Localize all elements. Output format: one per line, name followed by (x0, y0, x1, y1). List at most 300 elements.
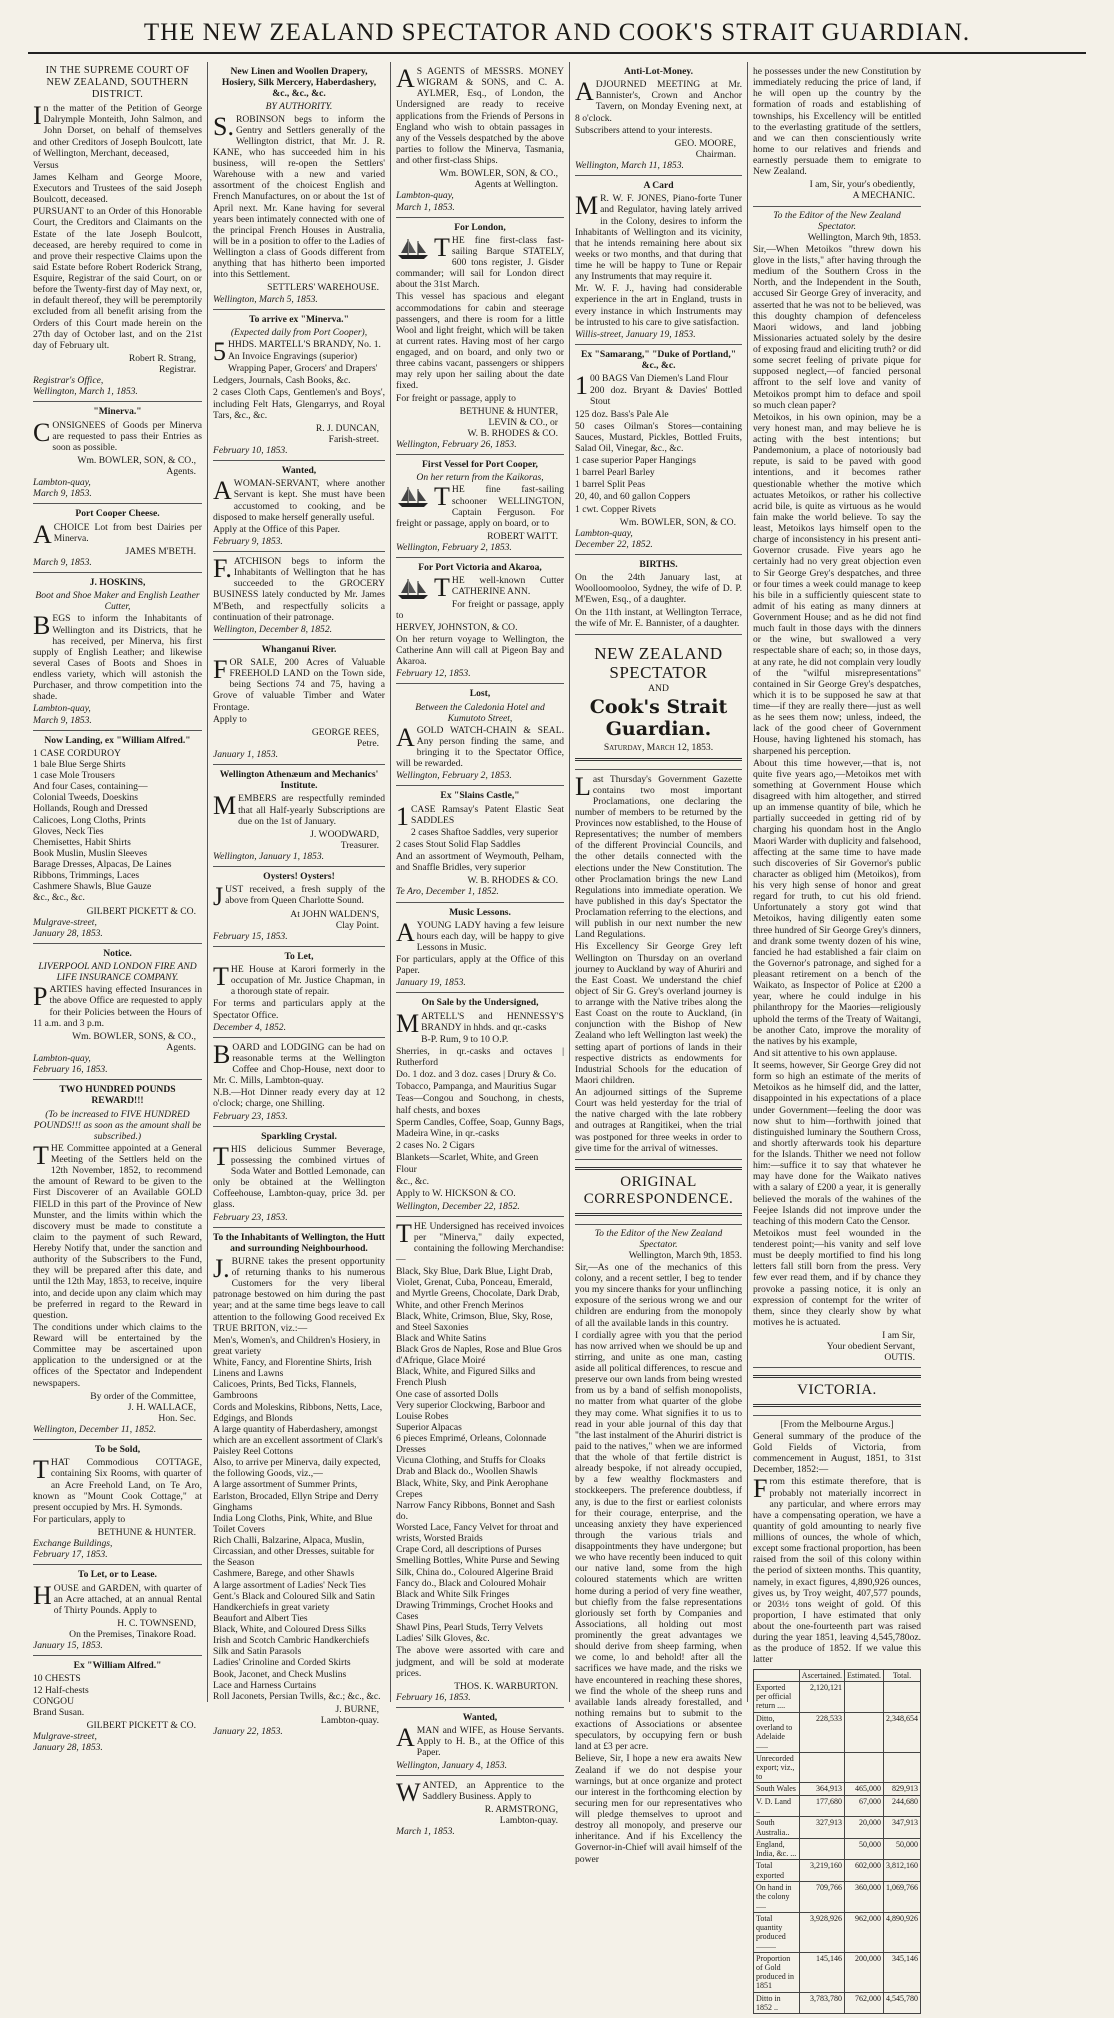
list-line: Beaufort and Albert Ties (213, 1612, 308, 1624)
advertisement (396, 684, 564, 786)
advertisement (396, 558, 564, 684)
ad-heading: Ex "Samarang," "Duke of Portland," &c., &c. (580, 348, 737, 371)
signature-line: GILBERT PICKETT & CO. (86, 905, 196, 917)
dateline: Wellington, March 1, 1853. (33, 386, 138, 398)
table-cell (884, 1752, 921, 1783)
signature-line: On the Premises, Tinakore Road. (69, 1629, 196, 1641)
table-header: Ascertained. (799, 1669, 844, 1681)
paragraph: &c., &c. (396, 1176, 430, 1188)
paragraph: On the 24th January last, at Woolloomooloo, Sydney, the wife of D. P. M'Ewen, Esq., of a daughter. (575, 572, 742, 606)
list-line: A large assortment of Ladies' Neck Ties (213, 1579, 366, 1591)
letter-addressee: To the Editor of the New Zealand Spectator. (594, 1227, 723, 1250)
nameplate-and: AND (648, 683, 669, 695)
letter-block (575, 1225, 742, 1870)
advertisement (575, 555, 742, 635)
advertisement (575, 635, 742, 770)
ad-heading: IN THE SUPREME COURT OF NEW ZEALAND, SOUTHERN DISTRICT. (45, 65, 190, 101)
table-cell: 145,146 (799, 1952, 844, 1992)
table-row (754, 1817, 921, 1839)
list-line: Superior Alpacas (396, 1421, 462, 1433)
list-line: CONGOU (33, 1695, 75, 1707)
paragraph: On her return voyage to Wellington, the Catherine Ann will call at Pigeon Bay and Akaroa. (396, 633, 564, 668)
dateline: Registrar's Office, (33, 375, 104, 387)
newspaper-columns (28, 62, 1090, 2013)
signature-line: GEO. MOORE, (674, 137, 736, 149)
list-line: 12 Half-chests (33, 1684, 89, 1696)
paragraph: Metoikos must feel wounded in the tenderest point;—his vanity and self love must be deeply mortified to find his long letters fall still born from the press. Very few ever read them, and if by chance they provoke a passing notice, it is only an expression of contempt for the writer of them, since they clearly show by what motives he is actuated. (753, 1227, 921, 1328)
table-cell: 345,146 (884, 1952, 921, 1992)
paragraph: For terms and particulars apply at the Spectator Office. (213, 998, 385, 1021)
signature-line: Hon. Sec. (158, 1412, 196, 1424)
advertisement (33, 1080, 202, 1440)
advertisement (575, 62, 742, 176)
advertisement (396, 218, 564, 456)
list-line: Calicoes, Long Cloths, Prints (33, 814, 146, 826)
signature-line: I am Sir, (882, 1330, 915, 1341)
signature-line: Lambton-quay. (320, 1715, 379, 1726)
dateline: Wellington, December 22, 1852. (396, 1200, 520, 1212)
table-row (754, 1783, 921, 1795)
table-cell (845, 1681, 884, 1712)
signature-line: OUTIS. (884, 1352, 915, 1364)
advertisement (213, 1038, 385, 1127)
masthead (0, 0, 1114, 58)
issue-date: Saturday, March 12, 1853. (603, 742, 714, 754)
paragraph: AYOUNG LADY having a few leisure hours each day, will be happy to give Lessons in Music. (396, 917, 564, 953)
paragraph: For freight or passage, apply to (396, 598, 564, 621)
signature-line: Agents. (166, 466, 196, 478)
paragraph: An adjourned sittings of the Supreme Court was held yesterday for the trial of the native charged with the late robbery and outrages at Rangitikei, when the trial was postponed for three weeks in order to give time for the arrival of witnesses. (575, 1087, 742, 1154)
dateline: Mulgrave-street, (33, 916, 97, 928)
item-list (213, 1335, 385, 1702)
nameplate-subtitle: Cook's Strait Guardian. (589, 696, 728, 741)
ad-heading: New Linen and Woollen Drapery, Hosiery, Silk Mercery, Haberdashery, &c., &c., &c. (221, 66, 377, 100)
paragraph: Sir,—As one of the mechanics of this colony, and a recent settler, I beg to tender you my sincere thanks for your unflinching exposure of the serious wrong we and our children are enduring from the monopoly of all the available lands in this country. (575, 1261, 742, 1329)
paragraph: The conditions under which claims to the Reward will be entertained by the Committee may be ascertained upon application to the undersigned or at the offices of the Spectator and Independent newspapers. (33, 1321, 202, 1389)
signature-line: Wm. BOWLER, SON, & CO., (77, 454, 196, 466)
paragraph: And an assortment of Weymouth, Pelham, and Snaffle Bridles, very superior (396, 851, 564, 874)
paragraph: THAT Commodious COTTAGE, containing Six Rooms, with quarter of an Acre Freehold Land, on Te Aro, known as "Mount Cook Cottage," at present occupied by Mrs. H. Symonds. (33, 1455, 202, 1513)
signature-line: R. ARMSTRONG, (484, 1803, 558, 1815)
signature-line: GEORGE REES, (311, 726, 379, 738)
paragraph: ACHOICE Lot from best Dairies per Minerva. (33, 519, 202, 549)
ship-icon (396, 485, 430, 509)
table-cell (799, 1752, 844, 1783)
letter-block (753, 207, 921, 1369)
table-cell: 347,913 (884, 1817, 921, 1839)
dateline: February 16, 1853. (396, 1691, 471, 1703)
list-line: Smelling Bottles, White Purse and Sewing Silk, China do., Coloured Algerine Braid (396, 1555, 560, 1578)
ad-heading: A Card (643, 180, 674, 192)
list-line: Ladies' Crinoline and Corded Skirts (213, 1657, 351, 1669)
table-cell: 20,000 (845, 1817, 884, 1839)
paragraph: Apply at the Office of this Paper. (213, 523, 340, 535)
advertisement (213, 765, 385, 867)
table-cell: Exported per official return .... (754, 1681, 800, 1712)
signature-line: W. B. RHODES & CO. (467, 427, 558, 439)
signature-line: H. C. TOWNSEND, (117, 1617, 196, 1629)
ad-heading: Wanted, (462, 1712, 498, 1723)
paragraph: For particulars, apply at the Office of this Paper. (396, 954, 564, 977)
advertisement (213, 867, 385, 947)
section-heading: VICTORIA. (797, 1382, 877, 1399)
advertisement (396, 1217, 564, 1708)
table-row (754, 1681, 921, 1712)
ad-heading: Anti-Lot-Money. (623, 66, 693, 77)
advertisement (33, 944, 202, 1080)
dateline: Te Aro, December 1, 1852. (396, 886, 499, 898)
item-list (396, 1266, 564, 1644)
ad-subheading: On her return from the Kaikoras, (416, 472, 544, 484)
dateline: Wellington, February 2, 1853. (396, 770, 512, 782)
signature-line: A MECHANIC. (852, 190, 915, 202)
paragraph: 1 barrel Pearl Barley (575, 467, 655, 479)
dateline: March 1, 1853. (396, 201, 455, 213)
dateline: February 16, 1853. (33, 1064, 108, 1076)
paragraph: AGOLD WATCH-CHAIN & SEAL. Any person finding the same, and bringing it to the Spectator Office, will be rewarded. (396, 722, 564, 770)
list-line: A large assortment of Summer Prints, Earlston, Brocaded, Ellyn Stripe and Derry Ginghams (213, 1479, 379, 1513)
table-cell: 3,812,160 (884, 1860, 921, 1882)
signature-line: Agents at Wellington. (474, 179, 558, 191)
ad-subheading: (Expected daily from Port Cooper), (230, 326, 368, 338)
list-line: Crape Cord, all descriptions of Purses (396, 1544, 542, 1556)
table-cell: Ditto, overland to Adelaide ...... (754, 1712, 800, 1752)
ad-heading: First Vessel for Port Cooper, (422, 459, 538, 471)
ad-heading: Wanted, (281, 465, 317, 477)
dateline: March 1, 1853. (396, 1826, 455, 1838)
dateline: Willis-street, January 19, 1853. (575, 328, 696, 340)
table-cell: 2,120,121 (799, 1681, 844, 1712)
dateline: February 12, 1853. (396, 668, 471, 680)
ad-subheading: (To be increased to FIVE HUNDRED POUNDS!!! as soon as the amount shall be subscribed.) (33, 1108, 202, 1142)
paragraph: Sperm Candles, Coffee, Soap, Gunny Bags, Madeira Wine, in qr.-casks (396, 1116, 564, 1139)
advertisement (213, 461, 385, 552)
list-line: 1 case Mole Trousers (33, 770, 115, 782)
signature-line: Wm. BOWLER, SON, & CO., (439, 168, 558, 180)
ad-heading: For Port Victoria and Akaroa, (418, 562, 542, 574)
dateline: February 17, 1853. (33, 1549, 108, 1561)
table-cell: On hand in the colony ..... (754, 1881, 800, 1912)
signature-line: THOS. K. WARBURTON. (454, 1680, 558, 1692)
signature-line: J. H. WALLACE, (127, 1401, 196, 1413)
paragraph: MARTELL'S and HENNESSY'S BRANDY in hhds. and qr.-casks (396, 1008, 564, 1038)
table-row (754, 1752, 921, 1783)
paragraph: Wrapping Paper, Grocers' and Drapers' (228, 363, 378, 375)
signature-line: Registrar. (158, 364, 196, 376)
list-line: Hollands, Rough and Dressed (33, 803, 148, 815)
paragraph: Metoikos, in his own opinion, may be a very honest man, and may believe he is acting with the best intentions; but Pandemonium, a place of notoriously bad repute, is said to be paved with good intentions, and it becomes rather questionable whether the motive which actuates Metoikos, or rather his collective acrid bile, is quite as virtuous as he would fain make the world believe. To say the least, Metoikos lays himself open to the charge of inconsistency in his present anti-Governor crusade. Five years ago he certainly had no very great objection even to Sir George Grey's despatches, and three or four times a week could manage to keep his bile in a sufficiently quiescent state to admit of his eating as many dinners at Government House; and as he did not find much fault in those days with the dinners or the wine, but swallowed a very respectable share of each; so, in those days, at any rate, he did not complain very loudly of the "wilful misrepresentations" contained in Sir George Grey's despatches, which it is to be supposed he saw at that time—if they are really there—just as well as he sees them now; unless, indeed, the lack of the good cheer of Government House, having lightened his stomach, has sharpened his perception. (753, 411, 921, 757)
paragraph: 2 cases No. 2 Cigars (396, 1139, 475, 1151)
paragraph: HOUSE and GARDEN, with quarter of an Acre attached, at an annual Rental of Thirty Pounds. Apply to (33, 1580, 202, 1616)
advertisement (213, 62, 385, 310)
table-row (754, 1712, 921, 1752)
dateline: Wellington, December 8, 1852. (213, 623, 333, 635)
advertisement (396, 1776, 564, 1842)
table-cell: 327,913 (799, 1817, 844, 1839)
table-cell: 67,000 (845, 1795, 884, 1817)
table-cell: 602,000 (845, 1860, 884, 1882)
dateline: Wellington, January 4, 1853. (396, 1759, 508, 1771)
paragraph: Last Thursday's Government Gazette contains two most important Proclamations, one declaring the number of members to be returned by the Provinces now established, to the House of Representatives; the number of members of the different Provincial Councils, and the other details connected with the elections under the New Constitution. The other Proclamation brings the new Land Regulations into immediate operation. We have published in this day's Spectator the Proclamation referring to the elections, and will publish in our next number the new Land Regulations. (575, 771, 742, 941)
dateline: Lambton-quay, (396, 190, 454, 202)
table-cell: 228,533 (799, 1712, 844, 1752)
paragraph: N.B.—Hot Dinner ready every day at 12 o'clock; charge, one Shilling. (213, 1087, 385, 1110)
signature-line: R. J. DUNCAN, (315, 422, 379, 434)
paragraph: Mr. W. F. J., having had considerable experience in the art in England, trusts in every instance in which Instruments may be intrusted to his care to give satisfaction. (575, 283, 742, 328)
paragraph: THE well-known Cutter CATHERINE ANN. (434, 573, 564, 603)
table-cell: 3,783,780 (799, 1992, 844, 2014)
signature-line: Chairman. (695, 148, 736, 160)
dateline: March 9, 1853. (33, 714, 92, 726)
dateline: February 15, 1853. (213, 930, 288, 942)
newspaper-title: THE NEW ZEALAND SPECTATOR AND COOK'S STRAIT GUARDIAN. (143, 19, 971, 46)
table-cell: Unrecorded export; viz., to (754, 1752, 800, 1783)
dateline: January 28, 1853. (33, 927, 103, 939)
paragraph: From this estimate therefore, that is probably not materially incorrect in any particular, and where errors may have a compensating operation, we have a quantity of gold amounting to nearly five millions of ounces, the whole of which, except some fractional proportion, has been raised from the soil of this colony within the period of sixteen months. This quantity, namely, in exact figures, 4,890,926 ounces, gives us, by Troy weight, 407,577 pounds, or 203½ tons weight of gold. Of this proportion, I have estimated that only about the one-fourteenth part was raised during the year 1851, leaving 4,545,780oz. as the produce of 1852. If we value this latter (753, 1474, 921, 1666)
advertisement (33, 402, 202, 504)
table-cell: 2,348,654 (884, 1712, 921, 1752)
paragraph: Tobacco, Pampanga, and Mauritius Sugar (396, 1081, 557, 1093)
paragraph: B-P. Rum, 9 to 10 O.P. (421, 1033, 509, 1045)
ad-heading: Port Cooper Cheese. (75, 508, 160, 520)
table-row (754, 1992, 921, 2014)
dateline: February 23, 1853. (213, 1110, 288, 1122)
signature-line: GILBERT PICKETT & CO. (86, 1719, 196, 1731)
table-cell: 200,000 (845, 1952, 884, 1992)
paragraph: His Excellency Sir George Grey left Wellington on Thursday on an overland journey to Auckland by way of Ahuriri and the East Coast. We understand the chief object of Sir G. Grey's overland journey is to arrange with the Native tribes along the East Coast on the route to Auckland, (in conjunction with the Bishop of New Zealand who left Wellington last week) the setting apart of portions of lands in their respective districts as endowments for Industrial Schools for the education of Maori children. (575, 941, 742, 1086)
column-2 (208, 62, 391, 1738)
advertisement (213, 1127, 385, 1228)
ad-heading: To Let, (284, 950, 314, 962)
list-line: Cashmere, Barege, and other Shawls (213, 1568, 355, 1580)
table-cell: Proportion of Gold produced in 1851 (754, 1952, 800, 1992)
paragraph: JUST received, a fresh supply of the above from Queen Charlotte Sound. (213, 882, 385, 912)
paragraph: CONSIGNEES of Goods per Minerva are requested to pass their Entries as soon as possible. (33, 417, 202, 453)
paragraph: THE Undersigned has received invoices per "Minerva," daily expected, containing the following Merchandise:— (396, 1218, 564, 1265)
paragraph: MR. W. F. JONES, Piano-forte Tuner and Regulator, having lately arrived in the Colony, desires to inform the Inhabitants of Wellington and its vicinity, that he intends remaining here about six weeks or two months, and that during that time he will be happy to Tune or Repair any Instruments that may require it. (575, 191, 742, 283)
paragraph: An Invoice Engravings (superior) (228, 351, 358, 362)
advertisement (213, 1228, 385, 1742)
list-line: Calicoes, Prints, Bed Ticks, Flannels, Gambroons (213, 1379, 357, 1402)
paragraph: Believe, Sir, I hope a new era awaits New Zealand if we do not despise your warnings, but at once organize and protect our interest in the forthcoming election by securing men for our representatives who will pledge themselves to uproot and destroy all monopoly, and preserve our inheritance. And if his Excellency the Governor-in-Chief will avail himself of the power (575, 1753, 742, 1865)
paragraph: 1 barrel Split Peas (575, 479, 646, 491)
table-cell: 1,069,766 (884, 1881, 921, 1912)
list-line: Book, Jaconet, and Check Muslins (213, 1668, 347, 1680)
ad-subheading: BY AUTHORITY. (265, 101, 333, 113)
advertisement (33, 1656, 202, 1757)
table-cell: 50,000 (845, 1838, 884, 1860)
dateline: March 9, 1853. (33, 488, 92, 500)
table-cell (845, 1712, 884, 1752)
paragraph: J.BURNE takes the present opportunity of returning thanks to his numerous Customers for the very liberal patronage bestowed on him during the past year; and at the same time begs leave to call attention to the following Good received Ex TRUE BRITON, viz.:— (213, 1253, 385, 1334)
signature-line: Treasurer. (340, 839, 379, 851)
dateline: Mulgrave-street, (33, 1731, 97, 1743)
item-list (33, 748, 202, 904)
list-line: White, Fancy, and Florentine Shirts, Irish Linens and Lawns (213, 1357, 372, 1380)
dateline: December 22, 1852. (575, 538, 653, 550)
table-header: Estimated. (845, 1669, 884, 1681)
paragraph: AWOMAN-SERVANT, where another Servant is kept. She must have been accustomed to cooking, and be disposed to make herself generally useful. (213, 476, 385, 523)
paragraph: 1 case superior Paper Hangings (575, 455, 696, 466)
list-line: And four Cases, containing— (33, 781, 148, 793)
advertisement (575, 176, 742, 345)
list-line: Shawl Pins, Pearl Studs, Terry Velvets (396, 1622, 543, 1634)
list-line: Colonial Tweeds, Doeskins (33, 792, 138, 804)
dateline: January 22, 1853. (213, 1726, 283, 1738)
paragraph: WANTED, an Apprentice to the Saddlery Business. Apply to (396, 1777, 564, 1807)
ad-heading: To be Sold, (94, 1444, 141, 1456)
intro-text: General summary of the produce of the Gold Fields of Victoria, from commencement in August, 1851, to 31st December, 1852:— (753, 1430, 921, 1476)
list-line: Ribbons, Trimmings, Laces (33, 870, 140, 882)
table-cell (799, 1838, 844, 1860)
ad-heading: J. HOSKINS, (89, 577, 146, 589)
table-row (754, 1860, 921, 1882)
advertisement (396, 903, 564, 994)
dateline: Lambton-quay, (33, 703, 91, 715)
ad-heading: For London, (454, 221, 506, 233)
table-cell: Total quantity produced .......... (754, 1912, 800, 1952)
list-line: Very superior Clockwing, Barboor and Louise Robes (396, 1399, 545, 1422)
paragraph: Flour (396, 1164, 417, 1176)
ad-heading: To the Inhabitants of Wellington, the Hutt and surrounding Neighbourhood. (213, 1231, 385, 1254)
ad-heading: To arrive ex "Minerva." (249, 313, 349, 325)
table-cell: 360,000 (845, 1881, 884, 1912)
table-row (754, 1912, 921, 1952)
paragraph: THE fine fast-sailing schooner WELLINGTON, Captain Ferguson. For freight or passage, apply on board, or to (396, 482, 564, 529)
list-line: A large quantity of Haberdashery, amongst which are an excellent assortment of Clark's Paisley Reel Cottons (213, 1423, 383, 1457)
ship-icon (396, 237, 430, 261)
paragraph: ADJOURNED MEETING at Mr. Bannister's, Crown and Anchor Tavern, on Monday Evening next, at 8 o'clock. (575, 77, 742, 124)
ad-heading: Sparkling Crystal. (261, 1130, 337, 1142)
double-rule (575, 758, 742, 761)
paragraph: BEGS to inform the Inhabitants of Wellington and its Districts, that he has received, per Minerva, his first supply of English Leather; and likewise several Cases of Boots and Shoes in endless variety, which will astonish the Purchaser, and throw competition into the shade. (33, 611, 202, 703)
column-3 (391, 62, 570, 1838)
signature-line: Robert R. Strang, (128, 352, 196, 364)
letter-block (753, 62, 921, 207)
table-row (754, 1795, 921, 1817)
letter-addressee: To the Editor of the New Zealand Spectator. (773, 209, 901, 232)
paragraph: Sherries, in qr.-casks and octaves | Rutherford (396, 1045, 564, 1068)
paragraph: 200 doz. Bryant & Davies' Bottled Stout (590, 385, 742, 408)
editorial-block (575, 770, 742, 1160)
paragraph: In the matter of the Petition of George Dalrymple Monteith, John Salmon, and John Dorset, on behalf of themselves and other Creditors of Joseph Boulcott, late of Wellington, Merchant, deceased, (33, 101, 202, 159)
ship-icon (396, 577, 430, 601)
list-line: Also, to arrive per Minerva, daily expected, the following Goods, viz.,— (213, 1457, 381, 1480)
advertisement (33, 731, 202, 944)
advertisement (213, 640, 385, 765)
paper-nameplate: NEW ZEALAND SPECTATOR (594, 643, 723, 683)
signature-line: By order of the Committee, (90, 1390, 196, 1402)
table-cell: 177,680 (799, 1795, 844, 1817)
signature-line: Wm. BOWLER, SON, & CO. (619, 516, 736, 528)
masthead-rule (28, 52, 1086, 54)
paragraph: Sir,—When Metoikos "threw down his glove in the lists," after having through the medium of the Southern Cross in the North, and the Independent in the South, accused Sir George Grey of inveracity, and asserted that he was not to be believed, was this doughty champion of defenceless Maori widows, and land jobbing Missionaries actuated solely by the desire of exposing fraud and eliciting truth? or did some secret feeling of private pique for supposed neglect,—of fancied personal affront to the self love and vanity of Metoikos prompt him to deface and spoil so much clean paper? (753, 243, 921, 411)
advertisement (213, 552, 385, 640)
paragraph: AS AGENTS of MESSRS. MONEY WIGRAM & SONS, and C. A. AYLMER, Esq., of London, the Undersigned are ready to receive applications from the Friends of Persons in England who wish to obtain passages in any of the Vessels despatched by the above parties to follow the Minerva, Tasmania, and other first-class Ships. (396, 64, 564, 166)
dateline: Wellington, February 2, 1853. (396, 542, 512, 553)
list-line: Vicuna Clothing, and Stuffs for Cloaks (396, 1455, 546, 1467)
dateline: March 9, 1853. (33, 556, 92, 568)
paragraph: THIS delicious Summer Beverage, possessing the combined virtues of Soda Water and Bottled Lemonade, can only be obtained at the Wellington Coffeehouse, Lambton-quay, price 3d. per glass. (213, 1141, 385, 1211)
advertisement (33, 504, 202, 573)
list-line: India Long Cloths, Pink, White, and Blue Toilet Covers (213, 1512, 373, 1535)
ad-subheading: LIVERPOOL AND LONDON FIRE AND LIFE INSURANCE COMPANY. (38, 961, 197, 984)
double-rule (575, 1167, 742, 1170)
advertisement (575, 1160, 742, 1225)
paragraph: Teas—Congou and Souchong, in chests, half chests, and boxes (396, 1093, 564, 1116)
paragraph: Apply to (213, 713, 247, 725)
advertisement (396, 1708, 564, 1776)
paragraph: THE House at Karori formerly in the occupation of Mr. Justice Chapman, in a thorough state of repair. (213, 962, 385, 998)
dateline: Wellington, January 1, 1853. (213, 851, 325, 862)
dateline: December 4, 1852. (213, 1021, 286, 1033)
advertisement (213, 310, 385, 462)
advertisement (575, 345, 742, 555)
list-line: Brand Susan. (33, 1706, 85, 1718)
list-line: Gloves, Neck Ties (33, 825, 104, 837)
list-line: Men's, Women's, and Children's Hosiery, in great variety (213, 1334, 381, 1357)
paragraph: 100 BAGS Van Diemen's Land Flour (575, 371, 729, 401)
table-cell: 4,545,780 (884, 1992, 921, 2014)
list-line: 10 CHESTS (33, 1673, 81, 1685)
paragraph: MEMBERS are respectfully reminded that all Half-yearly Subscriptions are due on the 1st of January. (213, 791, 385, 827)
section-heading: ORIGINAL CORRESPONDENCE. (583, 1173, 734, 1208)
list-line: Barage Dresses, Alpacas, De Laines (33, 859, 172, 871)
list-line: 1 CASE CORDUROY (33, 747, 121, 759)
paragraph: About this time however,—that is, not quite five years ago,—Metoikos met with something at Government House which disagreed with him altogether, and stirred up an immense quantity of bile, which he partially succeeded in getting rid of by charging his quondam host in the Anglo Maori Warder with duplicity and falsehood, affecting at the same time to have made such discoveries of Sir Governor's public character as obliged him (Metoikos), from his very high sense of honor and great regard for truth, to cut his old friend. Unfortunately a story got wind that Metoikos, having diligently eaten some three hundred of Sir George Grey's dinners, and drank some twenty dozen of his wine, fancied he had established a fair claim on the Governor's patronage, and sighed for a pleasant retirement on a bench of the Waikato, as Inspector of Police at £200 a year, where he could indulge in his philanthropy for the Maories—religiously uphold the terms of the Treaty of Waitangi, be another Cato, improve the morality of the natives by his example, (753, 757, 921, 1047)
ad-heading: Now Landing, ex "William Alfred." (44, 734, 191, 746)
letter-date: Wellington, March 9th, 1853. (807, 231, 921, 243)
table-header (754, 1669, 800, 1681)
ad-heading: Notice. (103, 947, 132, 959)
ad-subheading: Between the Caledonia Hotel and Kumutoto Street, (415, 701, 545, 724)
dateline: Wellington, March 11, 1853. (575, 160, 684, 171)
signature-line: Petre. (356, 737, 379, 749)
advertisement (396, 62, 564, 218)
list-line: Black and White Satins (396, 1332, 487, 1344)
dateline: Lambton-quay, (575, 527, 633, 539)
advertisement (753, 1416, 921, 2018)
dateline: Wellington, March 5, 1853. (213, 293, 318, 305)
table-cell: 50,000 (884, 1838, 921, 1860)
paragraph: This vessel has spacious and elegant accommodations for cabin and steerage passengers, and there is room for a little Wool and light freight, which will be taken at current rates. Having most of her cargo engaged, and on board, and only two or three cabins vacant, passengers or shippers may rely upon her sailing about the date fixed. (396, 291, 564, 392)
source-note: [From the Melbourne Argus.] (780, 1418, 894, 1430)
paragraph: 125 doz. Bass's Pale Ale (575, 408, 669, 420)
dateline: February 9, 1853. (213, 535, 283, 547)
signature-line: Lambton-quay. (499, 1815, 558, 1826)
table-cell: 244,680 (884, 1795, 921, 1817)
paragraph: The above were assorted with care and judgment, and will be sold at moderate prices. (396, 1645, 564, 1679)
table-cell: 3,928,926 (799, 1912, 844, 1952)
list-line: Black, White, and Coloured Dress Silks (213, 1624, 367, 1635)
ad-heading: On Sale by the Undersigned, (421, 997, 539, 1009)
list-line: Narrow Fancy Ribbons, Bonnet and Sash do. (396, 1499, 555, 1522)
ad-heading: Whanganui River. (261, 643, 337, 655)
signature-line: J. BURNE, (335, 1703, 379, 1715)
table-row (754, 1838, 921, 1860)
paragraph: James Kelham and George Moore, Executors and Trustees of the said Joseph Boulcott, deceased. (33, 171, 202, 206)
signature-line: ROBERT WAITT. (487, 530, 558, 542)
list-line: &c., &c., &c. (33, 892, 85, 904)
list-line: Rich Challi, Balzarine, Alpaca, Muslin, Circassian, and other Dresses, suitable for the Season (213, 1535, 375, 1569)
ad-heading: Ex "Slains Castle," (440, 790, 520, 802)
table-cell: Ditto in 1852 .. (754, 1992, 800, 2014)
list-line: 6 pieces Emprimé, Orleans, Colonnade Dresses (396, 1433, 547, 1456)
ad-heading: Ex "William Alfred." (73, 1660, 162, 1672)
paragraph: Apply to W. HICKSON & CO. (396, 1188, 516, 1200)
list-line: Drab and Black do., Woollen Shawls (396, 1466, 538, 1478)
table-cell: 465,000 (845, 1783, 884, 1795)
